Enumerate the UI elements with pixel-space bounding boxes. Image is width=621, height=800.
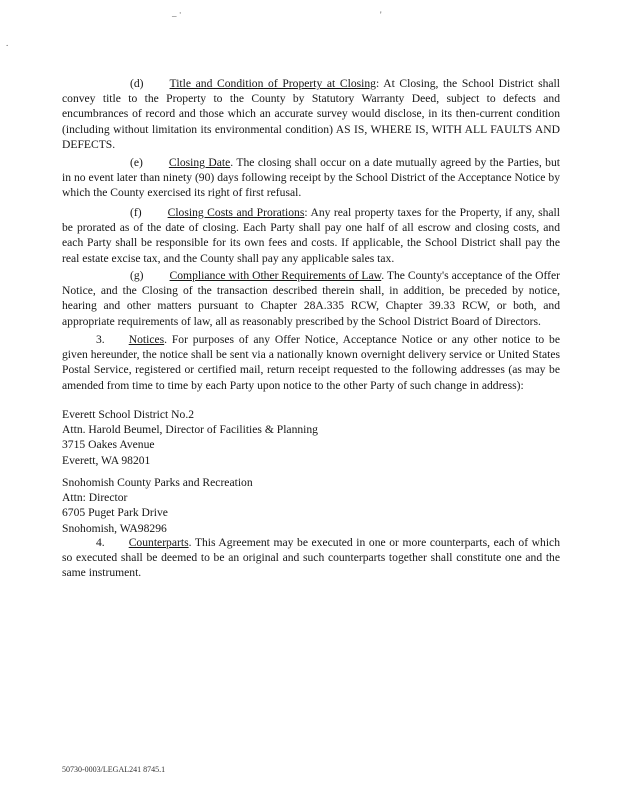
section-d-heading: Title and Condition of Property at Closing [169, 77, 376, 90]
section-d-label: (d) [130, 77, 144, 90]
section-g [62, 268, 560, 329]
section-3-text: . For purposes of any Offer Notice, Acceptance Notice or any other notice to be given hereunder, the notice shall be sent via a nationally known overnight delivery service or United States Postal Service, registered or certified mail, return receipt requested to the following addresses (as may be amended from time to time by each Party upon notice to the other Party of such change in address): [62, 333, 560, 392]
address-school-line1: Everett School District No.2 [62, 408, 195, 421]
section-e [62, 155, 560, 201]
section-4-heading: Counterparts [128, 536, 189, 549]
section-e-text: . The closing shall occur on a date mutually agreed by the Parties, but in no event later than ninety (90) days following receipt by the School District of the Acceptance Notice by which the County exercised its right of first refusal. [62, 156, 560, 200]
section-3-label: 3. [96, 333, 105, 346]
section-d [62, 76, 560, 152]
section-f-label: (f) [130, 206, 142, 219]
address-county-line4: Snohomish, WA98296 [62, 521, 167, 535]
section-g-text: . The County's acceptance of the Offer Notice, and the Closing of the transaction described therein shall, in addition, be preceded by notice, hearing and other matters pursuant to Chapter 28A.335 RCW, Chapter 39.33 RCW, or both, and appropriate requirements of law, all as reasonably prescribed by the School District Board of Directors. [62, 269, 560, 328]
address-school-line2: Attn. Harold Beumel, Director of Facilities & Planning [62, 423, 318, 437]
section-4-label: 4. [96, 536, 105, 549]
address-county [62, 475, 253, 536]
section-3-notices [62, 332, 560, 393]
section-g-label: (g) [130, 269, 144, 282]
section-f [62, 205, 560, 266]
scan-mark-dot: . [6, 38, 9, 48]
section-f-heading: Closing Costs and Prorations [167, 206, 305, 219]
address-county-line3: 6705 Puget Park Drive [62, 506, 168, 520]
section-4-counterparts [62, 535, 560, 581]
section-e-label: (e) [130, 156, 143, 169]
section-3-heading: Notices [128, 333, 165, 346]
address-county-line1: Snohomish County Parks and Recreation [62, 476, 253, 489]
section-d-text: : At Closing, the School District shall convey title to the Property to the County by Statutory Warranty Deed, subject to defects and encumbrances of record and those which an accurate survey would disclose, in its then-current condition (including without limitation its environmental condition) AS IS, WHERE IS, WITH ALL FAULTS AND DEFECTS. [62, 77, 560, 151]
address-county-line2: Attn: Director [62, 491, 128, 505]
address-school-district [62, 407, 318, 468]
section-4-text: . This Agreement may be executed in one or more counterparts, each of which so executed shall be deemed to be an original and such counterparts together shall constitute one and the same instrument. [62, 536, 560, 580]
scan-mark-left: _ · [172, 8, 182, 18]
address-school-line4: Everett, WA 98201 [62, 453, 151, 467]
section-e-heading: Closing Date [168, 156, 231, 169]
section-f-text: : Any real property taxes for the Property, if any, shall be prorated as of the date of closing. Each Party shall pay one half of all escrow and closing costs, and each Party shall be responsible for its own fees and costs. If applicable, the School District shall pay the real estate excise tax, and the County shall pay any applicable sales tax. [62, 206, 561, 265]
section-g-heading: Compliance with Other Requirements of Law [169, 269, 382, 282]
document-footer-code: 50730-0003/LEGAL241 8745.1 [62, 765, 166, 774]
address-school-line3: 3715 Oakes Avenue [62, 438, 155, 452]
scan-mark-right: ' [380, 10, 382, 20]
